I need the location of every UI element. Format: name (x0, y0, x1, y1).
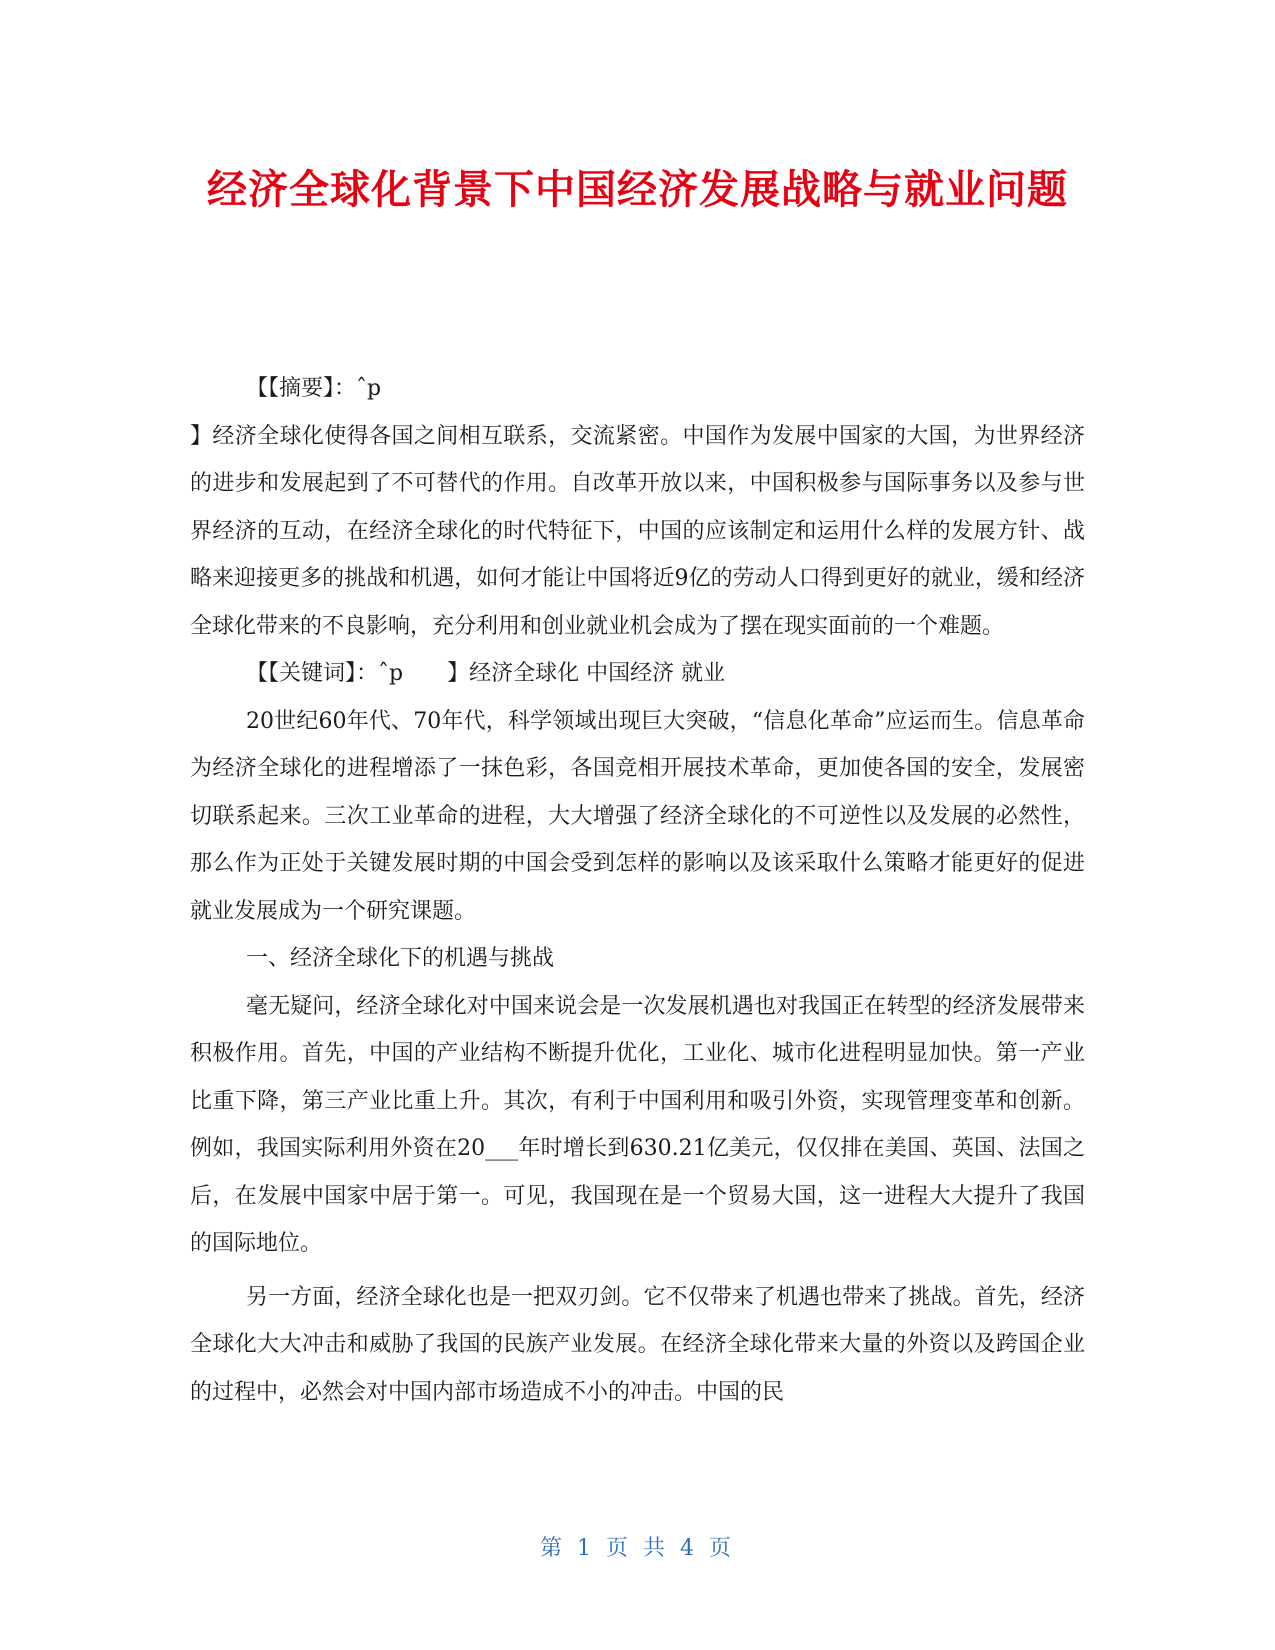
section-heading: 一、经济全球化下的机遇与挑战 (246, 946, 555, 971)
document-body (190, 365, 1085, 1416)
page-footer: 第 1 页 共 4 页 (540, 1536, 735, 1561)
section-paragraph: 另一方面，经济全球化也是一把双刃剑。它不仅带来了机遇也带来了挑战。首先，经济全球化大大冲击和威胁了我国的民族产业发展。在经济全球化带来大量的外资以及跨国企业的过程中，必然会对中国内部市场造成不小的冲击。中国的民 (190, 1284, 1085, 1405)
section-paragraph: 毫无疑问，经济全球化对中国来说会是一次发展机遇也对我国正在转型的经济发展带来积极作用。首先，中国的产业结构不断提升优化，工业化、城市化进程明显加快。第一产业比重下降，第三产业比重上升。其次，有利于中国利用和吸引外资，实现管理变革和创新。例如，我国实际利用外资在20___年时增长到630.21亿美元，仅仅排在美国、英国、法国之后，在发展中国家中居于第一。可见，我国现在是一个贸易大国，这一进程大大提升了我国的国际地位。 (190, 993, 1085, 1256)
abstract-label: 【【摘要】：ˆp (246, 376, 382, 401)
intro-paragraph: 20世纪60年代、70年代，科学领域出现巨大突破，“信息化革命”应运而生。信息革命为经济全球化的进程增添了一抹色彩，各国竞相开展技术革命，更加使各国的安全，发展密切联系起来。三次工业革命的进程，大大增强了经济全球化的不可逆性以及发展的必然性，那么作为正处于关键发展时期的中国会受到怎样的影响以及该采取什么策略才能更好的促进就业发展成为一个研究课题。 (190, 708, 1085, 924)
abstract-text: 】经济全球化使得各国之间相互联系，交流紧密。中国作为发展中国家的大国，为世界经济的进步和发展起到了不可替代的作用。自改革开放以来，中国积极参与国际事务以及参与世界经济的互动，在经济全球化的时代特征下，中国的应该制定和运用什么样的发展方针、战略来迎接更多的挑战和机遇，如何才能让中国将近9亿的劳动人口得到更好的就业，缓和经济全球化带来的不良影响，充分利用和创业就业机会成为了摆在现实面前的一个难题。 (190, 423, 1085, 639)
document-title: 经济全球化背景下中国经济发展战略与就业问题 (207, 167, 1068, 213)
keywords-line: 【【关键词】：ˆp 】经济全球化 中国经济 就业 (246, 661, 726, 686)
